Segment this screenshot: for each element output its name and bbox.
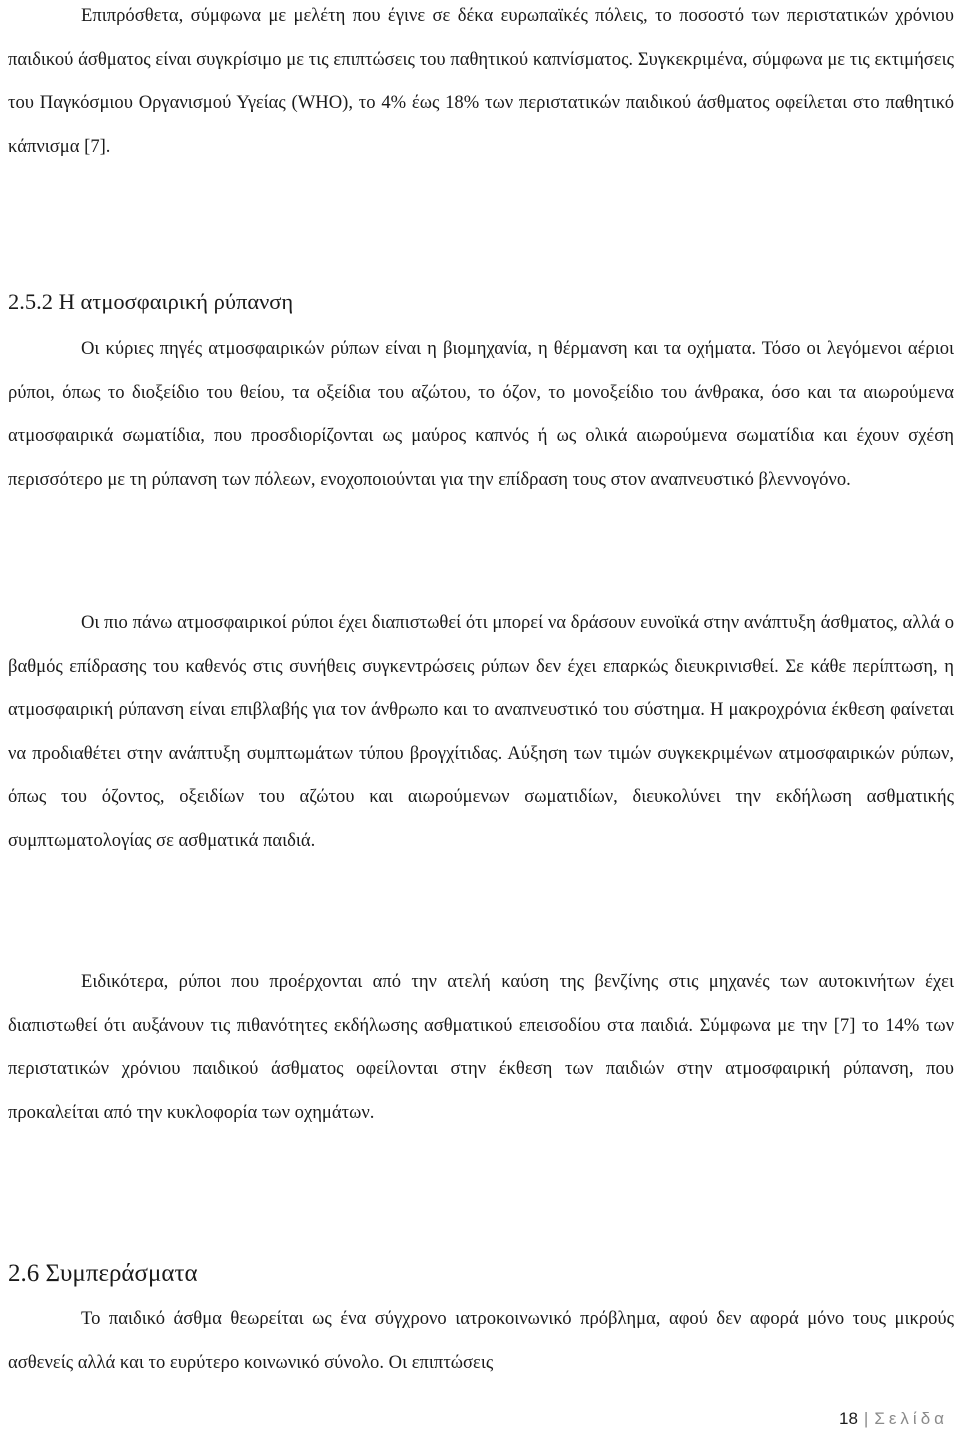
footer-separator: | bbox=[863, 1409, 869, 1428]
page-number: 18 bbox=[839, 1409, 858, 1428]
paragraph-passive-smoking: Επιπρόσθετα, σύμφωνα με μελέτη που έγινε σε δέκα ευρωπαϊκές πόλεις, το ποσοστό των περιστατικών χρόνιου παιδικού άσθματος είναι συγκρίσιμο με τις επιπτώσεις του παθητικού καπνίσματος. Συγκεκριμένα, σύμφωνα με τις εκτιμήσεις του Παγκόσμιου Οργανισμού Υγείας (WHO), το 4% έως 18% των περιστατικών παιδικού άσθματος οφείλεται στο παθητικό κάπνισμα [7]. bbox=[8, 5, 954, 157]
page-footer bbox=[839, 1408, 948, 1430]
paragraph-pollutant-effects: Οι πιο πάνω ατμοσφαιρικοί ρύποι έχει διαπιστωθεί ότι μπορεί να δράσουν ευνοϊκά στην ανάπτυξη άσθματος, αλλά ο βαθμός επίδρασης του καθενός στις συνήθεις συγκεντρώσεις ρύπων δεν έχει επαρκώς διευκρινισθεί. Σε κάθε περίπτωση, η ατμοσφαιρική ρύπανση είναι επιβλαβής για τον άνθρωπο και το αναπνευστικό του σύστημα. Η μακροχρόνια έκθεση φαίνεται να προδιαθέτει στην ανάπτυξη συμπτωμάτων τύπου βρογχίτιδας. Αύξηση των τιμών συγκεκριμένων ατμοσφαιρικών ρύπων, όπως του όζοντος, οξειδίων του αζώτου και αιωρούμενων σωματιδίων, διευκολύνει την εκδήλωση ασθματικής συμπτωματολογίας σε ασθματικά παιδιά. bbox=[8, 612, 954, 851]
section-heading-air-pollution: 2.5.2 Η ατμοσφαιρική ρύπανση bbox=[8, 289, 294, 314]
paragraph-vehicle-emissions: Ειδικότερα, ρύποι που προέρχονται από την ατελή καύση της βενζίνης στις μηχανές των αυτοκινήτων έχει διαπιστωθεί ότι αυξάνουν τις πιθανότητες εκδήλωσης ασθματικού επεισοδίου στα παιδιά. Σύμφωνα με την [7] το 14% των περιστατικών χρόνιου παιδικού άσθματος οφείλονται στην έκθεση των παιδιών στην ατμοσφαιρική ρύπανση, που προκαλείται από την κυκλοφορία των οχημάτων. bbox=[8, 971, 954, 1123]
paragraph-pollution-sources: Οι κύριες πηγές ατμοσφαιρικών ρύπων είναι η βιομηχανία, η θέρμανση και τα οχήματα. Τόσο οι λεγόμενοι αέριοι ρύποι, όπως το διοξείδιο του θείου, τα οξείδια του αζώτου, το όζον, το μονοξείδιο του άνθρακα, όσο και τα αιωρούμενα ατμοσφαιρικά σωματίδια, που προσδιορίζονται ως μαύρος καπνός ή ως ολικά αιωρούμενα σωματίδια και έχουν σχέση περισσότερο με τη ρύπανση των πόλεων, ενοχοποιούνται για την επίδραση τους στον αναπνευστικό βλεννογόνο. bbox=[8, 338, 954, 490]
paragraph-conclusions: Το παιδικό άσθμα θεωρείται ως ένα σύγχρονο ιατροκοινωνικό πρόβλημα, αφού δεν αφορά μόνο τους μικρούς ασθενείς αλλά και το ευρύτερο κοινωνικό σύνολο. Οι επιπτώσεις bbox=[8, 1308, 954, 1373]
section-heading-conclusions: 2.6 Συμπεράσματα bbox=[8, 1260, 198, 1287]
page-label: Σελίδα bbox=[874, 1409, 948, 1428]
